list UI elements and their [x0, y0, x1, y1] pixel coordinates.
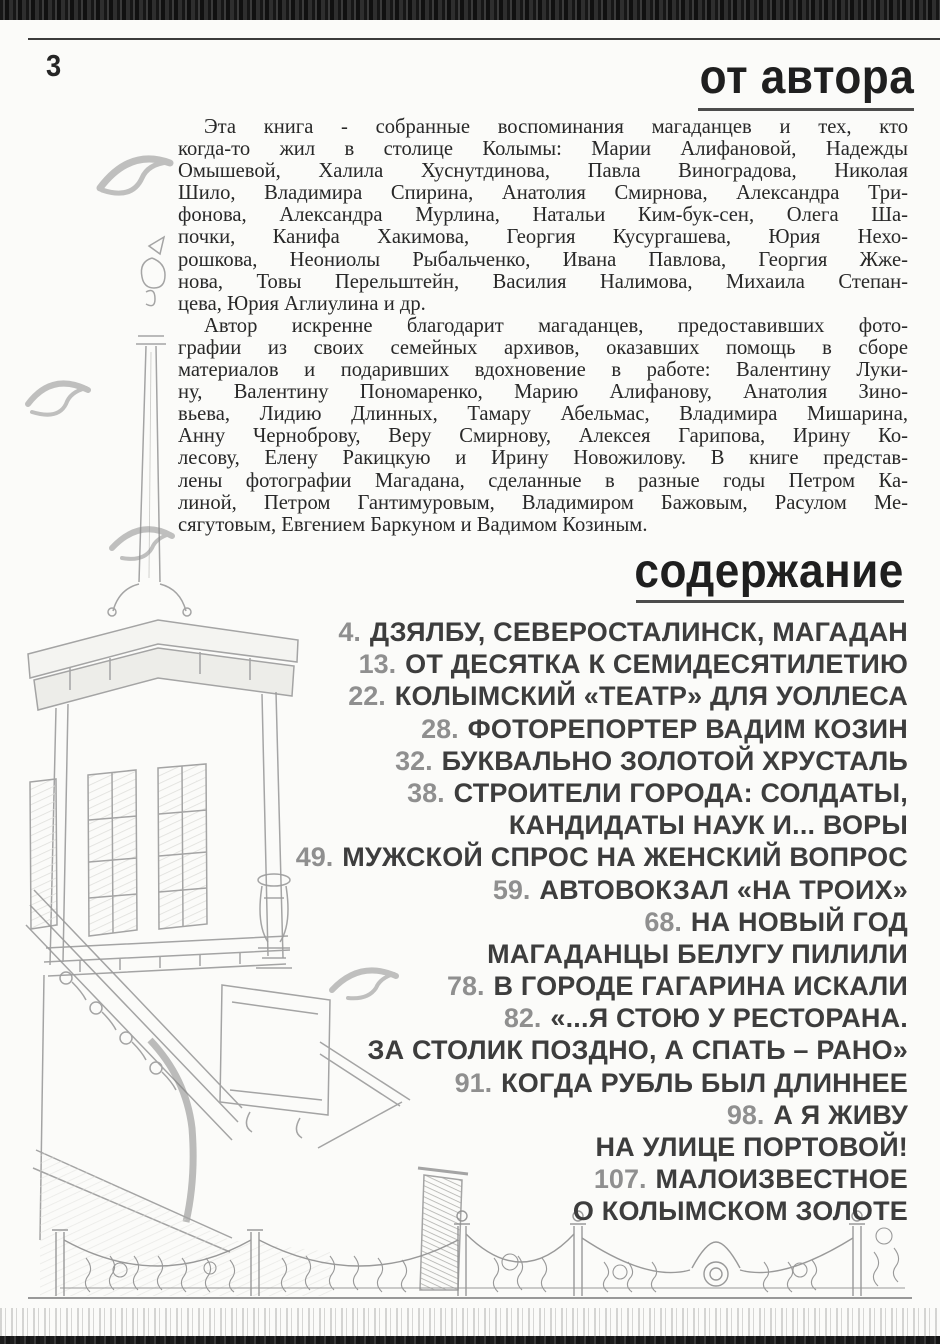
toc-entry-title: «...Я СТОЮ У РЕСТОРАНА.	[550, 1003, 908, 1034]
scan-streaks-bottom	[0, 1308, 940, 1336]
toc-entry	[248, 970, 908, 1002]
toc-entry	[248, 874, 908, 906]
paragraph-line: когда-то жил в столице Колымы: Марии Алифановой, Надежды	[178, 138, 908, 161]
seagull-icon	[100, 159, 170, 193]
toc-entry-title: КОЛЫМСКИЙ «ТЕАТР» ДЛЯ УОЛЛЕСА	[394, 681, 908, 712]
toc-page-number: 107.	[593, 1164, 647, 1195]
scan-edge-top	[0, 0, 940, 20]
paragraph-line: лены фотографии Магадана, сделанные в разные годы Петром Ка-	[178, 469, 908, 492]
toc-entry-title: МУЖСКОЙ СПРОС НА ЖЕНСКИЙ ВОПРОС	[342, 842, 908, 873]
toc-heading-rule	[636, 600, 904, 603]
paragraph-line: линой, Петром Гантимуровым, Владимиром Бажовым, Расулом Ме-	[178, 491, 908, 514]
paragraph-line: Эта книга - собранные воспоминания магаданцев и тех, кто	[204, 116, 908, 138]
toc-entry	[248, 906, 908, 938]
paragraph-line: цева, Юрия Аглиулина и др.	[178, 292, 426, 315]
toc-entry-title: В ГОРОДЕ ГАГАРИНА ИСКАЛИ	[493, 971, 908, 1002]
toc-entry-title: МАЛОИЗВЕСТНОЕ	[655, 1164, 908, 1195]
paragraph-line: рошкова, Неониолы Рыбальченко, Ивана Павлова, Георгия Жже-	[178, 248, 908, 271]
paragraph-line: нова, Товы Перельштейн, Василия Налимова, Михаила Степан-	[178, 270, 908, 293]
toc-entry-title: НА УЛИЦЕ ПОРТОВОЙ!	[595, 1132, 908, 1162]
page-number: 3	[46, 48, 62, 83]
fence-scrolls	[85, 1228, 898, 1292]
toc-page-number: 22.	[348, 681, 386, 712]
author-note	[178, 116, 908, 536]
paragraph-line: почки, Канифа Хакимова, Георгия Кусургашева, Юрия Нехо-	[178, 226, 908, 249]
toc-entry	[248, 1002, 908, 1034]
toc-entry-continuation	[248, 938, 908, 970]
toc-entry	[248, 648, 908, 680]
toc-entry	[248, 713, 908, 745]
paragraph-line: Шило, Владимира Спирина, Анатолия Смирнова, Александра Три-	[178, 182, 908, 205]
toc-entry-title: ОТ ДЕСЯТКА К СЕМИДЕСЯТИЛЕТИЮ	[405, 649, 908, 680]
toc-entry-continuation	[248, 1131, 908, 1163]
toc-page-number: 78.	[446, 971, 485, 1002]
toc-entry	[248, 841, 908, 873]
toc-page-number: 28.	[421, 713, 459, 744]
toc-entry	[248, 1163, 908, 1195]
toc-page-number: 49.	[295, 842, 334, 873]
toc-entry-title: ФОТОРЕПОРТЕР ВАДИМ КОЗИН	[467, 713, 908, 744]
toc-page-number: 68.	[644, 906, 682, 937]
toc-entry-continuation	[248, 1195, 908, 1227]
toc-entry-title: КАНДИДАТЫ НАУК И... ВОРЫ	[508, 810, 908, 841]
author-heading-rule	[698, 108, 914, 111]
paragraph-line: фонова, Александра Мурлина, Натальи Ким-бук-сен, Олега Ша-	[178, 204, 908, 227]
toc-entry-title: КОГДА РУБЛЬ БЫЛ ДЛИННЕЕ	[501, 1067, 908, 1098]
toc-entry	[248, 745, 908, 777]
toc-entry	[248, 1099, 908, 1131]
paragraph-line: Анну Черноброву, Веру Смирнову, Алексея Гарипова, Ирину Ко-	[178, 425, 908, 448]
toc-page-number: 59.	[492, 874, 531, 905]
toc-page-number: 38.	[407, 777, 445, 808]
author-heading: от автора	[699, 51, 914, 104]
toc-entry-continuation	[248, 1034, 908, 1066]
toc-entry-title: ЗА СТОЛИК ПОЗДНО, А СПАТЬ – РАНО»	[367, 1035, 908, 1066]
toc-page-number: 32.	[395, 745, 433, 776]
toc-entry-title: О КОЛЫМСКОМ ЗОЛОТЕ	[572, 1196, 908, 1227]
paragraph-line: Автор искренне благодарит магаданцев, предоставивших фото-	[204, 314, 908, 337]
toc-entry-title: МАГАДАНЦЫ БЕЛУГУ ПИЛИЛИ	[487, 938, 908, 969]
seagull-icon	[112, 529, 172, 559]
toc-entry-title: А Я ЖИВУ	[773, 1099, 908, 1130]
paragraph-line: сягутовым, Евгением Баркуном и Вадимом Козиным.	[178, 513, 648, 536]
scan-edge-bottom	[0, 1336, 940, 1344]
toc-entry-title: АВТОВОКЗАЛ «НА ТРОИХ»	[539, 874, 908, 905]
toc-entry	[248, 616, 908, 648]
toc-entry-title: СТРОИТЕЛИ ГОРОДА: СОЛДАТЫ,	[453, 777, 908, 808]
top-rule	[28, 38, 940, 40]
toc-entry	[248, 1067, 908, 1099]
paragraph-line: графии из своих семейных архивов, оказавших помощь в сборе	[178, 336, 908, 359]
paragraph-line: вьева, Лидию Длинных, Тамару Абельмас, Владимира Мишарина,	[178, 403, 908, 426]
toc-page-number: 91.	[454, 1067, 493, 1098]
paragraph-line: лесову, Елену Ракицкую и Ирину Новожилову. В книге представ-	[178, 447, 908, 470]
toc-page-number: 98.	[726, 1099, 765, 1130]
toc-page-number: 82.	[503, 1003, 542, 1034]
paragraph-line: ну, Валентину Пономаренко, Марию Алифанову, Анатолия Зино-	[178, 381, 908, 404]
table-of-contents	[248, 616, 908, 1228]
toc-entry	[248, 777, 908, 809]
toc-heading: содержание	[634, 545, 904, 598]
paragraph-line: материалов и подаривших вдохновение в работе: Валентину Луки-	[178, 359, 908, 382]
toc-entry-title: НА НОВЫЙ ГОД	[690, 906, 908, 937]
toc-entry-title: ДЗЯЛБУ, СЕВЕРОСТАЛИНСК, МАГАДАН	[369, 617, 908, 647]
toc-entry-title: БУКВАЛЬНО ЗОЛОТОЙ ХРУСТАЛЬ	[441, 745, 908, 776]
paragraph-line: Омышевой, Халила Хуснутдинова, Павла Виноградова, Николая	[178, 160, 908, 183]
seagull-icon	[28, 384, 88, 415]
toc-page-number: 4.	[338, 617, 361, 647]
toc-entry	[248, 680, 908, 712]
toc-entry-continuation	[248, 809, 908, 841]
toc-page-number: 13.	[358, 649, 397, 680]
